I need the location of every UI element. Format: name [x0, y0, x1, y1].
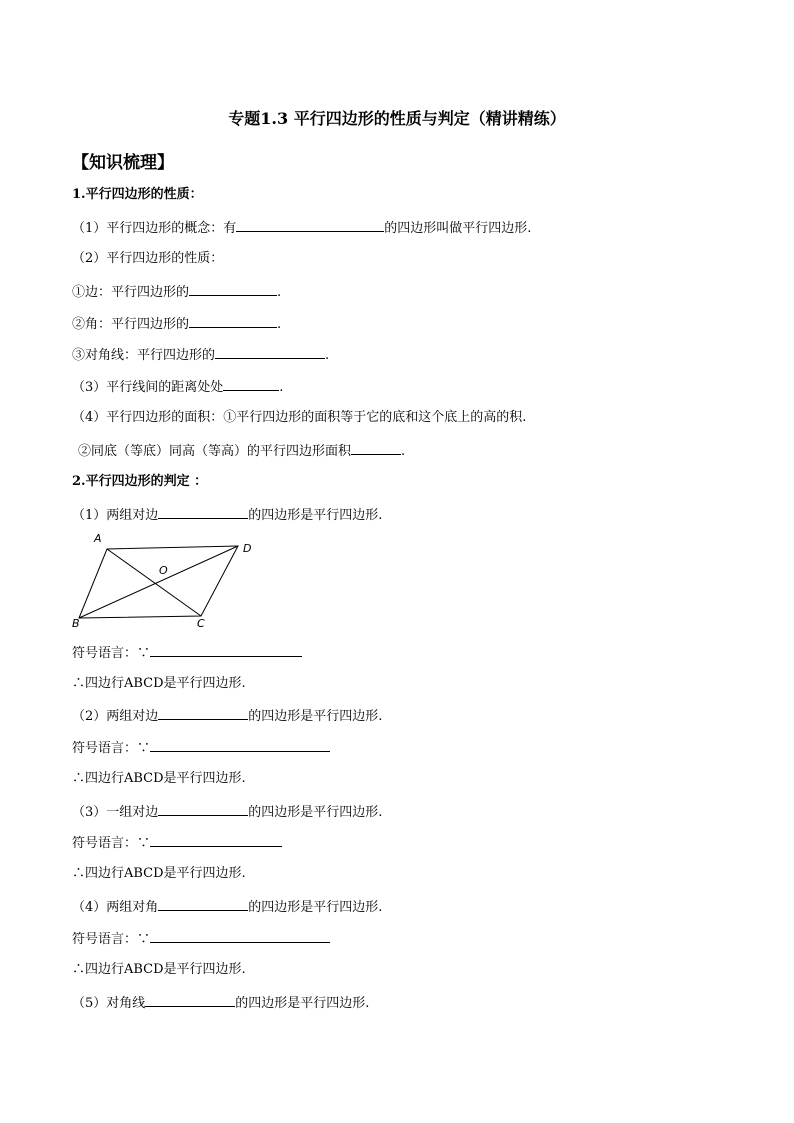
text-prefix: （1）两组对边 — [72, 508, 159, 523]
symbol-language-3 — [72, 833, 282, 853]
text-suffix: . — [277, 317, 282, 332]
text-suffix: 的四边形是平行四边形. — [235, 996, 370, 1011]
text-prefix: （4）两组对角 — [72, 900, 159, 915]
diagonal-ac — [107, 549, 201, 616]
part2-heading: 2.平行四边形的判定 ： — [72, 474, 208, 489]
parallelogram-figure — [68, 528, 268, 632]
text-prefix: ③对角线：平行四边形的 — [72, 348, 216, 363]
text-suffix: . — [401, 444, 406, 459]
answer-blank[interactable] — [158, 897, 248, 911]
answer-blank[interactable] — [189, 314, 277, 328]
answer-blank[interactable] — [158, 802, 248, 816]
answer-blank[interactable] — [236, 218, 384, 232]
answer-blank[interactable] — [158, 706, 248, 720]
text-prefix: （2）两组对边 — [72, 709, 159, 724]
section-heading: 【知识梳理】 — [72, 153, 174, 173]
vertex-label-b: B — [72, 617, 80, 630]
vertex-label-c: C — [197, 617, 205, 630]
property-sides — [72, 282, 281, 302]
symbol-language-1 — [72, 643, 302, 663]
text-prefix: （5）对角线 — [72, 996, 146, 1011]
text-prefix: （3）一组对边 — [72, 805, 159, 820]
diagonal-bd — [79, 546, 238, 618]
property-area: （4）平行四边形的面积：①平行四边形的面积等于它的底和这个底上的高的积. — [72, 410, 527, 425]
text-prefix: （1）平行四边形的概念：有 — [72, 221, 237, 236]
text-suffix: . — [279, 380, 284, 395]
property-area-equal — [78, 441, 405, 461]
text-suffix: . — [325, 348, 330, 363]
conclusion-2: ∴四边行ABCD是平行四边形. — [72, 771, 246, 786]
vertex-label-d: D — [243, 542, 252, 555]
text-prefix: 符号语言：∵ — [72, 741, 151, 756]
property-angles — [72, 314, 281, 334]
answer-blank[interactable] — [223, 377, 279, 391]
property-concept — [72, 218, 531, 238]
answer-blank[interactable] — [150, 738, 330, 752]
answer-blank[interactable] — [150, 833, 282, 847]
conclusion-4: ∴四边行ABCD是平行四边形. — [72, 962, 246, 977]
text-prefix: （3）平行线间的距离处处 — [72, 380, 224, 395]
criterion-2 — [72, 706, 382, 726]
symbol-language-4 — [72, 929, 330, 949]
conclusion-1: ∴四边行ABCD是平行四边形. — [72, 676, 246, 691]
answer-blank[interactable] — [150, 643, 302, 657]
answer-blank[interactable] — [189, 282, 277, 296]
answer-blank[interactable] — [351, 441, 401, 455]
conclusion-3: ∴四边行ABCD是平行四边形. — [72, 866, 246, 881]
answer-blank[interactable] — [158, 505, 248, 519]
text-suffix: 的四边形是平行四边形. — [248, 900, 383, 915]
criterion-4 — [72, 897, 382, 917]
text-prefix: 符号语言：∵ — [72, 836, 151, 851]
text-prefix: 符号语言：∵ — [72, 646, 151, 661]
symbol-language-2 — [72, 738, 330, 758]
page-title: 专题1.3 平行四边形的性质与判定（精讲精练） — [228, 109, 566, 128]
criterion-3 — [72, 802, 382, 822]
center-label-o: O — [159, 564, 168, 577]
text-suffix: 的四边形叫做平行四边形. — [384, 221, 532, 236]
text-suffix: 的四边形是平行四边形. — [248, 508, 383, 523]
criterion-5 — [72, 993, 369, 1013]
text-prefix: ①边：平行四边形的 — [72, 285, 190, 300]
text-prefix: 符号语言：∵ — [72, 932, 151, 947]
answer-blank[interactable] — [145, 993, 235, 1007]
text-suffix: 的四边形是平行四边形. — [248, 805, 383, 820]
text-suffix: . — [277, 285, 282, 300]
property-diagonals — [72, 345, 329, 365]
property-distance — [72, 377, 283, 397]
answer-blank[interactable] — [215, 345, 325, 359]
text-prefix: ②同底（等底）同高（等高）的平行四边形面积 — [78, 444, 352, 459]
property-heading: （2）平行四边形的性质： — [72, 251, 224, 266]
text-suffix: 的四边形是平行四边形. — [248, 709, 383, 724]
criterion-1 — [72, 505, 382, 525]
vertex-label-a: A — [94, 532, 102, 545]
text-prefix: ②角：平行四边形的 — [72, 317, 190, 332]
answer-blank[interactable] — [150, 929, 330, 943]
part1-heading: 1.平行四边形的性质： — [72, 187, 203, 202]
